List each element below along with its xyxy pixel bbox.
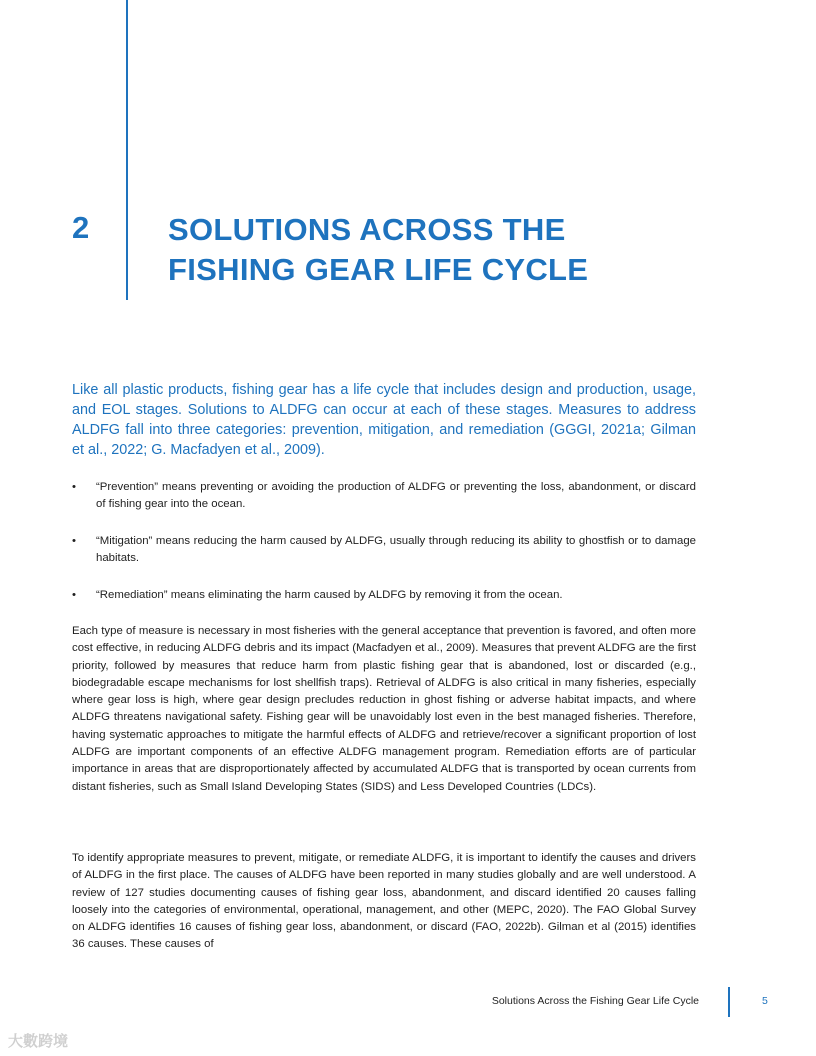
bullet-item-prevention <box>72 479 696 513</box>
bullet-item-remediation <box>72 587 696 604</box>
body-paragraph-causes: To identify appropriate measures to prevent, mitigate, or remediate ALDFG, it is important to identify the causes and drivers of ALDFG in the first place. The causes of ALDFG have been reported in many studies globally and are well understood. A review of 127 studies documenting causes of fishing gear loss, abandonment, and discard identified 20 causes falling loosely into the categories of environmental, operational, management, and other (MEPC, 2020). The FAO Global Survey on ALDFG identifies 16 causes of fishing gear loss, abandonment, or discard (FAO, 2022b). Gilman et al (2015) identifies 36 causes. These causes of <box>72 852 696 951</box>
footer-divider-line <box>728 987 730 1017</box>
bullet-dot-icon: • <box>72 481 76 493</box>
bullet-item-mitigation <box>72 533 696 567</box>
footer-section-title: Solutions Across the Fishing Gear Life Cycle <box>491 995 699 1007</box>
chapter-divider-line <box>126 0 128 300</box>
bullet-text: “Remediation” means eliminating the harm caused by ALDFG by removing it from the ocean. <box>96 589 563 601</box>
page-number: 5 <box>762 995 768 1007</box>
bullet-list <box>72 479 696 624</box>
bullet-text: “Prevention” means preventing or avoiding the production of ALDFG or preventing the loss, abandonment, or discard of fishing gear into the ocean. <box>96 481 696 510</box>
bullet-text: “Mitigation” means reducing the harm caused by ALDFG, usually through reducing its ability to ghostfish or to damage habitats. <box>96 535 696 564</box>
chapter-title <box>168 210 588 290</box>
body-paragraph-measures: Each type of measure is necessary in most fisheries with the general acceptance that prevention is favored, and often more cost effective, in reducing ALDFG debris and its impact (Macfadyen et al., 2009). Measures that prevent ALDFG are the first priority, followed by measures that reduce harm from plastic fishing gear that is abandoned, lost or discarded (e.g., biodegradable escape mechanisms for lost shellfish traps). Retrieval of ALDFG is also critical in many fisheries, especially where gear loss is high, where gear design precludes reduction in ghost fishing or adverse habitat impacts, and where ALDFG threatens navigational safety. Fishing gear will be unavoidably lost even in the best managed fisheries. Therefore, having systematic approaches to mitigate the harmful effects of ALDFG and retrieve/recover a significant proportion of lost ALDFG are important components of an effective ALDFG management program. Remediation efforts are of particular importance in areas that are disproportionately affected by accumulated ALDFG that is transported by ocean currents from distant fisheries, such as Small Island Developing States (SIDS) and Less Developed Countries (LDCs). <box>72 625 696 793</box>
chapter-title-line-1: SOLUTIONS ACROSS THE <box>168 212 566 247</box>
intro-paragraph: Like all plastic products, fishing gear has a life cycle that includes design and production, usage, and EOL stages. Solutions to ALDFG can occur at each of these stages. Measures to address ALDFG fall into three categories: prevention, mitigation, and remediation (GGGI, 2021a; Gilman et al., 2022; G. Macfadyen et al., 2009). <box>72 382 696 458</box>
bullet-dot-icon: • <box>72 589 76 601</box>
chapter-number: 2 <box>72 210 90 245</box>
chapter-title-line-2: FISHING GEAR LIFE CYCLE <box>168 252 589 287</box>
bullet-dot-icon: • <box>72 535 76 547</box>
watermark-logo: 大數跨境 <box>8 1033 69 1050</box>
